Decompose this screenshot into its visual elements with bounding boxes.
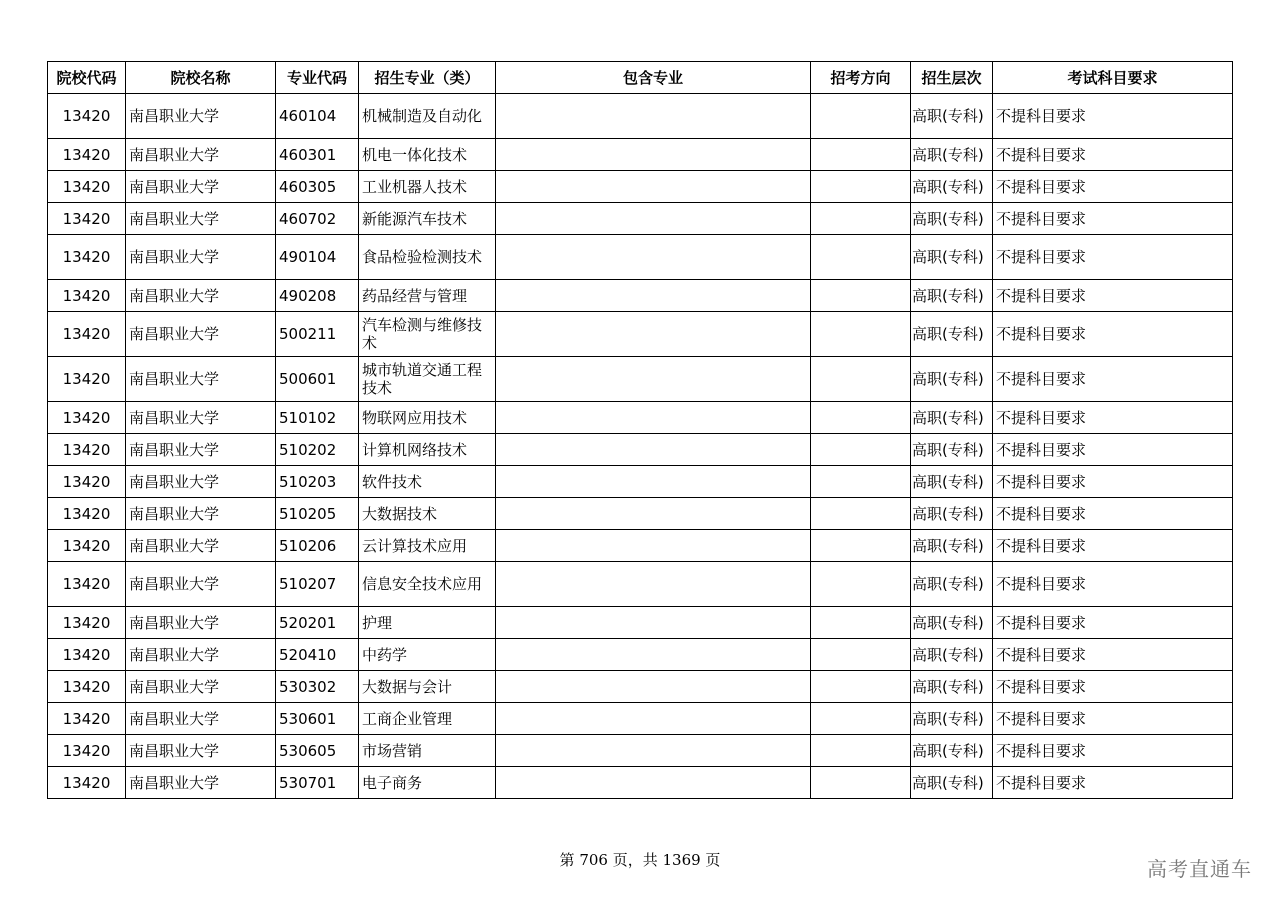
cell-level: 高职(专科) bbox=[911, 607, 993, 639]
cell-major-code: 530701 bbox=[276, 767, 359, 799]
cell-level: 高职(专科) bbox=[911, 530, 993, 562]
cell-school-name: 南昌职业大学 bbox=[126, 607, 276, 639]
cell-school-name: 南昌职业大学 bbox=[126, 562, 276, 607]
cell-level: 高职(专科) bbox=[911, 203, 993, 235]
cell-direction bbox=[811, 735, 911, 767]
cell-direction bbox=[811, 530, 911, 562]
cell-major-code: 490208 bbox=[276, 280, 359, 312]
cell-includes bbox=[496, 466, 811, 498]
admissions-table bbox=[47, 61, 1233, 799]
cell-major: 计算机网络技术 bbox=[359, 434, 496, 466]
cell-direction bbox=[811, 498, 911, 530]
cell-major: 护理 bbox=[359, 607, 496, 639]
cell-major: 工商企业管理 bbox=[359, 703, 496, 735]
cell-major: 汽车检测与维修技术 bbox=[359, 312, 496, 357]
cell-major-code: 510202 bbox=[276, 434, 359, 466]
cell-school-code: 13420 bbox=[48, 562, 126, 607]
cell-requirement: 不提科目要求 bbox=[993, 498, 1233, 530]
cell-school-code: 13420 bbox=[48, 402, 126, 434]
cell-school-name: 南昌职业大学 bbox=[126, 735, 276, 767]
cell-major: 电子商务 bbox=[359, 767, 496, 799]
table-row bbox=[48, 434, 1233, 466]
cell-school-name: 南昌职业大学 bbox=[126, 280, 276, 312]
cell-includes bbox=[496, 434, 811, 466]
cell-includes bbox=[496, 703, 811, 735]
cell-school-code: 13420 bbox=[48, 607, 126, 639]
cell-requirement: 不提科目要求 bbox=[993, 280, 1233, 312]
table-row bbox=[48, 703, 1233, 735]
cell-school-code: 13420 bbox=[48, 139, 126, 171]
cell-level: 高职(专科) bbox=[911, 671, 993, 703]
header-major: 招生专业（类） bbox=[359, 62, 496, 94]
cell-direction bbox=[811, 312, 911, 357]
header-includes: 包含专业 bbox=[496, 62, 811, 94]
table-row bbox=[48, 171, 1233, 203]
cell-includes bbox=[496, 498, 811, 530]
header-requirement: 考试科目要求 bbox=[993, 62, 1233, 94]
cell-school-name: 南昌职业大学 bbox=[126, 312, 276, 357]
cell-school-code: 13420 bbox=[48, 171, 126, 203]
cell-school-name: 南昌职业大学 bbox=[126, 767, 276, 799]
cell-direction bbox=[811, 357, 911, 402]
cell-major-code: 510207 bbox=[276, 562, 359, 607]
cell-level: 高职(专科) bbox=[911, 498, 993, 530]
cell-includes bbox=[496, 280, 811, 312]
cell-includes bbox=[496, 402, 811, 434]
cell-major-code: 460702 bbox=[276, 203, 359, 235]
cell-requirement: 不提科目要求 bbox=[993, 139, 1233, 171]
cell-major-code: 530302 bbox=[276, 671, 359, 703]
table-row bbox=[48, 530, 1233, 562]
header-school-name: 院校名称 bbox=[126, 62, 276, 94]
table-row bbox=[48, 312, 1233, 357]
header-level: 招生层次 bbox=[911, 62, 993, 94]
cell-level: 高职(专科) bbox=[911, 171, 993, 203]
cell-level: 高职(专科) bbox=[911, 434, 993, 466]
cell-includes bbox=[496, 94, 811, 139]
cell-direction bbox=[811, 280, 911, 312]
cell-requirement: 不提科目要求 bbox=[993, 235, 1233, 280]
cell-includes bbox=[496, 671, 811, 703]
table-header-row bbox=[48, 62, 1233, 94]
table-row bbox=[48, 94, 1233, 139]
cell-school-name: 南昌职业大学 bbox=[126, 530, 276, 562]
cell-direction bbox=[811, 671, 911, 703]
cell-school-code: 13420 bbox=[48, 671, 126, 703]
cell-requirement: 不提科目要求 bbox=[993, 94, 1233, 139]
cell-school-code: 13420 bbox=[48, 703, 126, 735]
table-row bbox=[48, 767, 1233, 799]
cell-school-code: 13420 bbox=[48, 312, 126, 357]
cell-level: 高职(专科) bbox=[911, 466, 993, 498]
cell-school-name: 南昌职业大学 bbox=[126, 639, 276, 671]
cell-major: 大数据与会计 bbox=[359, 671, 496, 703]
cell-includes bbox=[496, 235, 811, 280]
cell-level: 高职(专科) bbox=[911, 735, 993, 767]
cell-includes bbox=[496, 767, 811, 799]
cell-school-name: 南昌职业大学 bbox=[126, 703, 276, 735]
cell-requirement: 不提科目要求 bbox=[993, 703, 1233, 735]
cell-major: 机电一体化技术 bbox=[359, 139, 496, 171]
cell-school-code: 13420 bbox=[48, 203, 126, 235]
cell-direction bbox=[811, 607, 911, 639]
cell-major: 云计算技术应用 bbox=[359, 530, 496, 562]
cell-requirement: 不提科目要求 bbox=[993, 434, 1233, 466]
cell-requirement: 不提科目要求 bbox=[993, 312, 1233, 357]
table-row bbox=[48, 357, 1233, 402]
cell-major: 大数据技术 bbox=[359, 498, 496, 530]
cell-direction bbox=[811, 139, 911, 171]
cell-level: 高职(专科) bbox=[911, 402, 993, 434]
cell-school-code: 13420 bbox=[48, 639, 126, 671]
cell-direction bbox=[811, 171, 911, 203]
cell-major-code: 460305 bbox=[276, 171, 359, 203]
cell-major-code: 510206 bbox=[276, 530, 359, 562]
cell-direction bbox=[811, 639, 911, 671]
cell-major: 药品经营与管理 bbox=[359, 280, 496, 312]
cell-includes bbox=[496, 607, 811, 639]
table-row bbox=[48, 402, 1233, 434]
cell-requirement: 不提科目要求 bbox=[993, 639, 1233, 671]
table-row bbox=[48, 203, 1233, 235]
cell-includes bbox=[496, 639, 811, 671]
cell-direction bbox=[811, 402, 911, 434]
cell-school-name: 南昌职业大学 bbox=[126, 203, 276, 235]
cell-school-code: 13420 bbox=[48, 498, 126, 530]
cell-school-name: 南昌职业大学 bbox=[126, 671, 276, 703]
page-footer: 第 706 页，共 1369 页 bbox=[559, 851, 721, 869]
cell-major-code: 510102 bbox=[276, 402, 359, 434]
cell-major: 软件技术 bbox=[359, 466, 496, 498]
table-body bbox=[48, 94, 1233, 799]
cell-includes bbox=[496, 735, 811, 767]
cell-school-code: 13420 bbox=[48, 466, 126, 498]
cell-major: 城市轨道交通工程技术 bbox=[359, 357, 496, 402]
cell-level: 高职(专科) bbox=[911, 639, 993, 671]
cell-includes bbox=[496, 357, 811, 402]
table-row bbox=[48, 639, 1233, 671]
cell-school-name: 南昌职业大学 bbox=[126, 466, 276, 498]
cell-requirement: 不提科目要求 bbox=[993, 562, 1233, 607]
cell-requirement: 不提科目要求 bbox=[993, 402, 1233, 434]
cell-level: 高职(专科) bbox=[911, 312, 993, 357]
cell-level: 高职(专科) bbox=[911, 139, 993, 171]
cell-includes bbox=[496, 530, 811, 562]
table-row bbox=[48, 280, 1233, 312]
cell-includes bbox=[496, 171, 811, 203]
cell-includes bbox=[496, 203, 811, 235]
table-row bbox=[48, 562, 1233, 607]
cell-requirement: 不提科目要求 bbox=[993, 767, 1233, 799]
cell-requirement: 不提科目要求 bbox=[993, 607, 1233, 639]
table-row bbox=[48, 235, 1233, 280]
cell-school-name: 南昌职业大学 bbox=[126, 235, 276, 280]
cell-direction bbox=[811, 767, 911, 799]
cell-school-name: 南昌职业大学 bbox=[126, 94, 276, 139]
header-direction: 招考方向 bbox=[811, 62, 911, 94]
cell-major: 工业机器人技术 bbox=[359, 171, 496, 203]
watermark: 高考直通车 bbox=[1147, 857, 1252, 881]
cell-major: 中药学 bbox=[359, 639, 496, 671]
cell-requirement: 不提科目要求 bbox=[993, 466, 1233, 498]
cell-school-code: 13420 bbox=[48, 530, 126, 562]
cell-major-code: 530605 bbox=[276, 735, 359, 767]
cell-direction bbox=[811, 466, 911, 498]
cell-major: 物联网应用技术 bbox=[359, 402, 496, 434]
cell-level: 高职(专科) bbox=[911, 767, 993, 799]
cell-major: 食品检验检测技术 bbox=[359, 235, 496, 280]
cell-direction bbox=[811, 203, 911, 235]
cell-level: 高职(专科) bbox=[911, 562, 993, 607]
cell-requirement: 不提科目要求 bbox=[993, 530, 1233, 562]
cell-major-code: 500211 bbox=[276, 312, 359, 357]
cell-level: 高职(专科) bbox=[911, 94, 993, 139]
cell-major-code: 530601 bbox=[276, 703, 359, 735]
cell-major: 信息安全技术应用 bbox=[359, 562, 496, 607]
cell-school-name: 南昌职业大学 bbox=[126, 498, 276, 530]
cell-requirement: 不提科目要求 bbox=[993, 203, 1233, 235]
cell-level: 高职(专科) bbox=[911, 280, 993, 312]
cell-requirement: 不提科目要求 bbox=[993, 357, 1233, 402]
cell-major-code: 510203 bbox=[276, 466, 359, 498]
cell-level: 高职(专科) bbox=[911, 357, 993, 402]
cell-direction bbox=[811, 703, 911, 735]
cell-school-code: 13420 bbox=[48, 767, 126, 799]
header-major-code: 专业代码 bbox=[276, 62, 359, 94]
table-row bbox=[48, 466, 1233, 498]
cell-school-name: 南昌职业大学 bbox=[126, 357, 276, 402]
cell-direction bbox=[811, 94, 911, 139]
table-row bbox=[48, 607, 1233, 639]
header-school-code: 院校代码 bbox=[48, 62, 126, 94]
cell-includes bbox=[496, 562, 811, 607]
table-row bbox=[48, 139, 1233, 171]
cell-direction bbox=[811, 235, 911, 280]
cell-school-name: 南昌职业大学 bbox=[126, 171, 276, 203]
cell-school-code: 13420 bbox=[48, 235, 126, 280]
cell-major: 新能源汽车技术 bbox=[359, 203, 496, 235]
cell-school-code: 13420 bbox=[48, 280, 126, 312]
cell-direction bbox=[811, 434, 911, 466]
cell-school-code: 13420 bbox=[48, 357, 126, 402]
cell-school-name: 南昌职业大学 bbox=[126, 434, 276, 466]
cell-school-name: 南昌职业大学 bbox=[126, 139, 276, 171]
cell-major-code: 460104 bbox=[276, 94, 359, 139]
cell-major-code: 520201 bbox=[276, 607, 359, 639]
cell-school-code: 13420 bbox=[48, 735, 126, 767]
cell-level: 高职(专科) bbox=[911, 703, 993, 735]
cell-school-name: 南昌职业大学 bbox=[126, 402, 276, 434]
cell-requirement: 不提科目要求 bbox=[993, 171, 1233, 203]
cell-major-code: 490104 bbox=[276, 235, 359, 280]
cell-major-code: 500601 bbox=[276, 357, 359, 402]
cell-major-code: 510205 bbox=[276, 498, 359, 530]
cell-major-code: 520410 bbox=[276, 639, 359, 671]
cell-major-code: 460301 bbox=[276, 139, 359, 171]
cell-requirement: 不提科目要求 bbox=[993, 671, 1233, 703]
cell-level: 高职(专科) bbox=[911, 235, 993, 280]
table-row bbox=[48, 498, 1233, 530]
cell-direction bbox=[811, 562, 911, 607]
table-row bbox=[48, 671, 1233, 703]
cell-requirement: 不提科目要求 bbox=[993, 735, 1233, 767]
cell-school-code: 13420 bbox=[48, 434, 126, 466]
cell-major: 机械制造及自动化 bbox=[359, 94, 496, 139]
cell-includes bbox=[496, 312, 811, 357]
cell-school-code: 13420 bbox=[48, 94, 126, 139]
cell-includes bbox=[496, 139, 811, 171]
table-row bbox=[48, 735, 1233, 767]
cell-major: 市场营销 bbox=[359, 735, 496, 767]
